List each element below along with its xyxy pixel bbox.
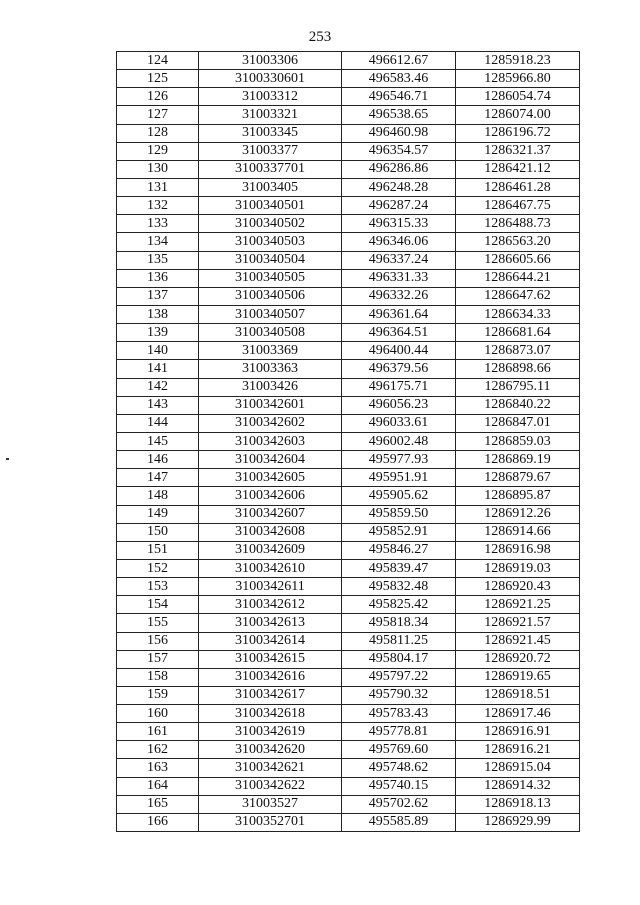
point-number-cell: 125 [117, 70, 199, 88]
y-coordinate-cell: 1286916.21 [456, 741, 580, 759]
x-coordinate-cell: 496361.64 [342, 305, 456, 323]
x-coordinate-cell: 496286.86 [342, 160, 456, 178]
y-coordinate-cell: 1286563.20 [456, 233, 580, 251]
table-row [117, 668, 580, 686]
x-coordinate-cell: 496033.61 [342, 414, 456, 432]
x-coordinate-cell: 496056.23 [342, 396, 456, 414]
point-code-cell: 31003426 [199, 378, 342, 396]
table-row [117, 215, 580, 233]
point-number-cell: 129 [117, 142, 199, 160]
point-code-cell: 3100342603 [199, 432, 342, 450]
point-code-cell: 3100342615 [199, 650, 342, 668]
table-row [117, 469, 580, 487]
table-row [117, 596, 580, 614]
y-coordinate-cell: 1286644.21 [456, 269, 580, 287]
x-coordinate-cell: 495797.22 [342, 668, 456, 686]
table-row [117, 559, 580, 577]
x-coordinate-cell: 495977.93 [342, 451, 456, 469]
point-code-cell: 31003345 [199, 124, 342, 142]
y-coordinate-cell: 1286916.91 [456, 723, 580, 741]
x-coordinate-cell: 496538.65 [342, 106, 456, 124]
point-code-cell: 3100342617 [199, 686, 342, 704]
table-row [117, 305, 580, 323]
point-code-cell: 3100342610 [199, 559, 342, 577]
y-coordinate-cell: 1286873.07 [456, 342, 580, 360]
point-code-cell: 3100342605 [199, 469, 342, 487]
y-coordinate-cell: 1286929.99 [456, 813, 580, 831]
x-coordinate-cell: 496460.98 [342, 124, 456, 142]
point-code-cell: 3100342609 [199, 541, 342, 559]
y-coordinate-cell: 1286196.72 [456, 124, 580, 142]
point-code-cell: 3100342620 [199, 741, 342, 759]
point-code-cell: 31003321 [199, 106, 342, 124]
point-number-cell: 166 [117, 813, 199, 831]
x-coordinate-cell: 496400.44 [342, 342, 456, 360]
x-coordinate-cell: 496287.24 [342, 197, 456, 215]
point-code-cell: 3100342602 [199, 414, 342, 432]
point-number-cell: 126 [117, 88, 199, 106]
point-code-cell: 3100342616 [199, 668, 342, 686]
y-coordinate-cell: 1286915.04 [456, 759, 580, 777]
y-coordinate-cell: 1286898.66 [456, 360, 580, 378]
y-coordinate-cell: 1286914.32 [456, 777, 580, 795]
table-row [117, 777, 580, 795]
point-number-cell: 130 [117, 160, 199, 178]
point-code-cell: 3100342613 [199, 614, 342, 632]
y-coordinate-cell: 1286914.66 [456, 523, 580, 541]
x-coordinate-cell: 495783.43 [342, 705, 456, 723]
point-number-cell: 127 [117, 106, 199, 124]
x-coordinate-cell: 496612.67 [342, 52, 456, 70]
point-number-cell: 147 [117, 469, 199, 487]
point-number-cell: 152 [117, 559, 199, 577]
point-number-cell: 133 [117, 215, 199, 233]
y-coordinate-cell: 1286054.74 [456, 88, 580, 106]
point-number-cell: 165 [117, 795, 199, 813]
x-coordinate-cell: 495811.25 [342, 632, 456, 650]
point-number-cell: 139 [117, 324, 199, 342]
table-row [117, 505, 580, 523]
y-coordinate-cell: 1286917.46 [456, 705, 580, 723]
y-coordinate-cell: 1286321.37 [456, 142, 580, 160]
point-code-cell: 3100340508 [199, 324, 342, 342]
point-number-cell: 153 [117, 578, 199, 596]
point-code-cell: 31003306 [199, 52, 342, 70]
point-number-cell: 124 [117, 52, 199, 70]
point-number-cell: 157 [117, 650, 199, 668]
x-coordinate-cell: 495832.48 [342, 578, 456, 596]
point-number-cell: 149 [117, 505, 199, 523]
table-row [117, 795, 580, 813]
point-code-cell: 3100340506 [199, 287, 342, 305]
point-number-cell: 159 [117, 686, 199, 704]
table-row [117, 52, 580, 70]
table-row [117, 759, 580, 777]
point-code-cell: 3100342614 [199, 632, 342, 650]
table-row [117, 451, 580, 469]
point-number-cell: 134 [117, 233, 199, 251]
x-coordinate-cell: 495804.17 [342, 650, 456, 668]
coordinates-table [116, 51, 580, 832]
y-coordinate-cell: 1286895.87 [456, 487, 580, 505]
x-coordinate-cell: 496332.26 [342, 287, 456, 305]
point-number-cell: 155 [117, 614, 199, 632]
x-coordinate-cell: 496354.57 [342, 142, 456, 160]
y-coordinate-cell: 1286879.67 [456, 469, 580, 487]
point-number-cell: 145 [117, 432, 199, 450]
point-code-cell: 3100342621 [199, 759, 342, 777]
point-number-cell: 161 [117, 723, 199, 741]
table-row [117, 650, 580, 668]
x-coordinate-cell: 495846.27 [342, 541, 456, 559]
point-number-cell: 162 [117, 741, 199, 759]
y-coordinate-cell: 1285966.80 [456, 70, 580, 88]
y-coordinate-cell: 1286921.45 [456, 632, 580, 650]
y-coordinate-cell: 1286647.62 [456, 287, 580, 305]
point-code-cell: 3100342601 [199, 396, 342, 414]
table-row [117, 432, 580, 450]
point-code-cell: 3100330601 [199, 70, 342, 88]
table-row [117, 342, 580, 360]
x-coordinate-cell: 495905.62 [342, 487, 456, 505]
point-number-cell: 128 [117, 124, 199, 142]
y-coordinate-cell: 1286681.64 [456, 324, 580, 342]
point-code-cell: 3100340501 [199, 197, 342, 215]
y-coordinate-cell: 1286074.00 [456, 106, 580, 124]
point-number-cell: 148 [117, 487, 199, 505]
point-number-cell: 158 [117, 668, 199, 686]
point-code-cell: 3100340504 [199, 251, 342, 269]
y-coordinate-cell: 1286919.65 [456, 668, 580, 686]
point-code-cell: 31003312 [199, 88, 342, 106]
point-code-cell: 3100342608 [199, 523, 342, 541]
point-code-cell: 3100340505 [199, 269, 342, 287]
table-row [117, 813, 580, 831]
table-row [117, 70, 580, 88]
y-coordinate-cell: 1286921.25 [456, 596, 580, 614]
x-coordinate-cell: 495839.47 [342, 559, 456, 577]
point-code-cell: 3100337701 [199, 160, 342, 178]
point-code-cell: 3100340507 [199, 305, 342, 323]
point-number-cell: 151 [117, 541, 199, 559]
table-row [117, 541, 580, 559]
point-number-cell: 140 [117, 342, 199, 360]
x-coordinate-cell: 496364.51 [342, 324, 456, 342]
point-number-cell: 136 [117, 269, 199, 287]
x-coordinate-cell: 495769.60 [342, 741, 456, 759]
table-row [117, 106, 580, 124]
y-coordinate-cell: 1286919.03 [456, 559, 580, 577]
y-coordinate-cell: 1286795.11 [456, 378, 580, 396]
y-coordinate-cell: 1286912.26 [456, 505, 580, 523]
x-coordinate-cell: 495951.91 [342, 469, 456, 487]
point-number-cell: 146 [117, 451, 199, 469]
x-coordinate-cell: 496315.33 [342, 215, 456, 233]
table-row [117, 88, 580, 106]
table-row [117, 178, 580, 196]
y-coordinate-cell: 1286918.13 [456, 795, 580, 813]
table-row [117, 287, 580, 305]
point-code-cell: 3100342622 [199, 777, 342, 795]
table-row [117, 324, 580, 342]
point-number-cell: 137 [117, 287, 199, 305]
x-coordinate-cell: 495740.15 [342, 777, 456, 795]
y-coordinate-cell: 1286916.98 [456, 541, 580, 559]
page-number: 253 [308, 29, 332, 45]
point-number-cell: 131 [117, 178, 199, 196]
x-coordinate-cell: 495748.62 [342, 759, 456, 777]
y-coordinate-cell: 1286920.72 [456, 650, 580, 668]
y-coordinate-cell: 1286488.73 [456, 215, 580, 233]
point-number-cell: 132 [117, 197, 199, 215]
point-code-cell: 31003369 [199, 342, 342, 360]
x-coordinate-cell: 495778.81 [342, 723, 456, 741]
point-number-cell: 144 [117, 414, 199, 432]
point-number-cell: 135 [117, 251, 199, 269]
table-row [117, 741, 580, 759]
point-number-cell: 138 [117, 305, 199, 323]
x-coordinate-cell: 496002.48 [342, 432, 456, 450]
y-coordinate-cell: 1286461.28 [456, 178, 580, 196]
table-row [117, 233, 580, 251]
y-coordinate-cell: 1286859.03 [456, 432, 580, 450]
point-number-cell: 163 [117, 759, 199, 777]
y-coordinate-cell: 1286847.01 [456, 414, 580, 432]
table-row [117, 269, 580, 287]
y-coordinate-cell: 1286869.19 [456, 451, 580, 469]
x-coordinate-cell: 495585.89 [342, 813, 456, 831]
x-coordinate-cell: 495825.42 [342, 596, 456, 614]
y-coordinate-cell: 1286918.51 [456, 686, 580, 704]
x-coordinate-cell: 496346.06 [342, 233, 456, 251]
point-code-cell: 3100342606 [199, 487, 342, 505]
x-coordinate-cell: 495859.50 [342, 505, 456, 523]
table-row [117, 523, 580, 541]
table-row [117, 124, 580, 142]
point-code-cell: 3100342607 [199, 505, 342, 523]
table-row [117, 160, 580, 178]
x-coordinate-cell: 496583.46 [342, 70, 456, 88]
point-code-cell: 3100342618 [199, 705, 342, 723]
point-number-cell: 142 [117, 378, 199, 396]
stray-mark [6, 458, 9, 460]
point-number-cell: 143 [117, 396, 199, 414]
table-row [117, 251, 580, 269]
table-row [117, 632, 580, 650]
x-coordinate-cell: 495818.34 [342, 614, 456, 632]
point-code-cell: 31003405 [199, 178, 342, 196]
y-coordinate-cell: 1286605.66 [456, 251, 580, 269]
point-code-cell: 31003377 [199, 142, 342, 160]
table-row [117, 686, 580, 704]
table-row [117, 578, 580, 596]
x-coordinate-cell: 496546.71 [342, 88, 456, 106]
y-coordinate-cell: 1285918.23 [456, 52, 580, 70]
point-code-cell: 3100342611 [199, 578, 342, 596]
y-coordinate-cell: 1286920.43 [456, 578, 580, 596]
table-row [117, 414, 580, 432]
y-coordinate-cell: 1286421.12 [456, 160, 580, 178]
y-coordinate-cell: 1286467.75 [456, 197, 580, 215]
y-coordinate-cell: 1286840.22 [456, 396, 580, 414]
x-coordinate-cell: 496379.56 [342, 360, 456, 378]
point-number-cell: 154 [117, 596, 199, 614]
table-row [117, 705, 580, 723]
table-row [117, 378, 580, 396]
x-coordinate-cell: 496337.24 [342, 251, 456, 269]
point-code-cell: 3100340503 [199, 233, 342, 251]
x-coordinate-cell: 496248.28 [342, 178, 456, 196]
table-row [117, 396, 580, 414]
point-number-cell: 164 [117, 777, 199, 795]
x-coordinate-cell: 496175.71 [342, 378, 456, 396]
table-row [117, 197, 580, 215]
x-coordinate-cell: 495852.91 [342, 523, 456, 541]
point-code-cell: 3100342612 [199, 596, 342, 614]
point-code-cell: 31003527 [199, 795, 342, 813]
point-number-cell: 160 [117, 705, 199, 723]
table-row [117, 360, 580, 378]
point-number-cell: 141 [117, 360, 199, 378]
point-code-cell: 3100342619 [199, 723, 342, 741]
x-coordinate-cell: 496331.33 [342, 269, 456, 287]
table-row [117, 723, 580, 741]
table-row [117, 142, 580, 160]
coordinates-table-body [117, 52, 580, 832]
y-coordinate-cell: 1286634.33 [456, 305, 580, 323]
x-coordinate-cell: 495702.62 [342, 795, 456, 813]
point-number-cell: 150 [117, 523, 199, 541]
y-coordinate-cell: 1286921.57 [456, 614, 580, 632]
point-code-cell: 3100352701 [199, 813, 342, 831]
table-row [117, 614, 580, 632]
point-code-cell: 3100342604 [199, 451, 342, 469]
x-coordinate-cell: 495790.32 [342, 686, 456, 704]
point-code-cell: 31003363 [199, 360, 342, 378]
point-number-cell: 156 [117, 632, 199, 650]
table-row [117, 487, 580, 505]
point-code-cell: 3100340502 [199, 215, 342, 233]
